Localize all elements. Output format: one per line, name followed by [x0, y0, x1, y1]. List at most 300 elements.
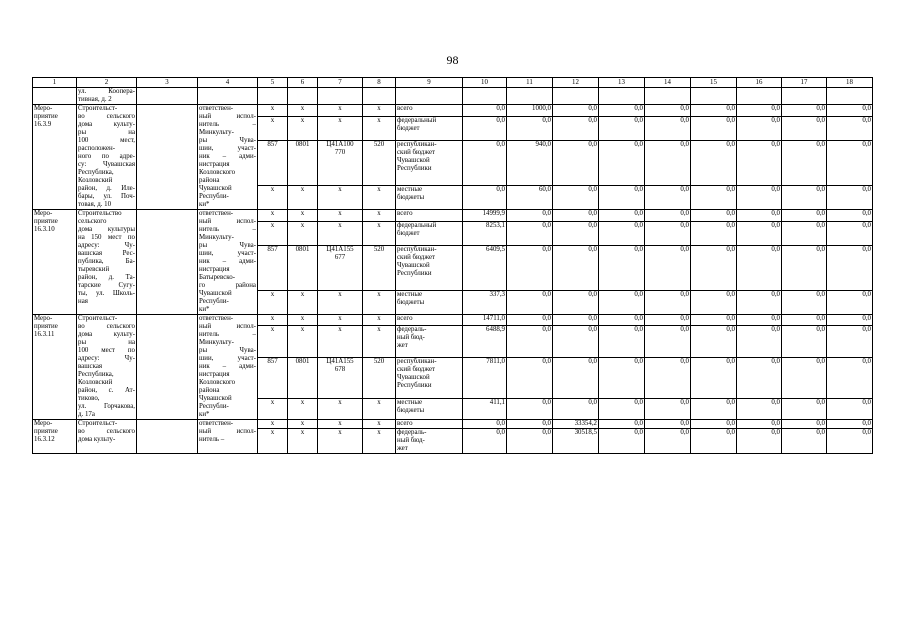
table-row: [33, 105, 873, 117]
amount-cell: 0,0: [599, 398, 645, 419]
table-body: [33, 78, 873, 454]
amount-cell: 0,0: [827, 210, 873, 222]
empty-cell: [318, 88, 363, 105]
event-description-line: адресу: Чу-: [78, 242, 135, 249]
amount-cell: 0,0: [553, 210, 599, 222]
responsible-executor: [198, 105, 258, 210]
table-row: [33, 315, 873, 326]
target-article-code-line: x: [338, 326, 342, 334]
amount-cell: 0,0: [645, 222, 691, 245]
event-description-line: ного по адре-: [78, 153, 135, 160]
funding-source-line: Республики: [397, 269, 432, 277]
responsible-executor-line: ки*: [199, 201, 210, 208]
expense-type-code: 520: [363, 245, 396, 291]
event-description-line: тивная, д. 2: [78, 96, 112, 103]
amount-cell: 0,0: [599, 291, 645, 315]
column-number: 4: [198, 78, 258, 88]
target-article-code-line: x: [338, 420, 342, 427]
expense-type-code: 520: [363, 357, 396, 398]
section-code: 0801: [288, 140, 318, 186]
amount-cell: 0,0: [599, 357, 645, 398]
responsible-executor-line: района: [199, 387, 220, 394]
amount-cell: 0,0: [599, 222, 645, 245]
amount-cell: 0,0: [553, 222, 599, 245]
funding-source-line: Республики: [397, 381, 432, 389]
event-description-line: адресу: Чу-: [78, 355, 135, 362]
amount-cell: 0,0: [507, 245, 553, 291]
amount-cell: 0,0: [645, 326, 691, 357]
funding-source-line: республикан-: [397, 140, 437, 148]
expense-type-code: 520: [363, 140, 396, 186]
amount-cell: 0,0: [463, 420, 507, 429]
funding-source-line: бюджет: [397, 125, 420, 133]
amount-cell: 0,0: [463, 117, 507, 140]
event-description-line: район, д. Та-: [78, 274, 135, 281]
funding-source-line: жет: [397, 342, 408, 350]
column-number: 1: [33, 78, 77, 88]
amount-cell: 940,0: [507, 140, 553, 186]
amount-cell: 0,0: [737, 222, 782, 245]
amount-cell: 0,0: [827, 326, 873, 357]
target-article-code-line: x: [338, 291, 342, 299]
funding-source-line: федераль-: [397, 326, 427, 334]
responsible-executor-line: Чувашской: [199, 185, 232, 192]
empty-cell: [782, 88, 827, 105]
empty-cell: [827, 88, 873, 105]
expense-type-code: x: [363, 420, 396, 429]
amount-cell: 0,0: [691, 429, 737, 454]
amount-cell: 0,0: [691, 291, 737, 315]
table-row: [33, 420, 873, 429]
amount-cell: 0,0: [553, 398, 599, 419]
funding-source: [396, 222, 463, 245]
responsible-executor-line: Республи-: [199, 298, 229, 305]
amount-cell: 0,0: [827, 398, 873, 419]
funding-source-line: ский бюджет: [397, 148, 436, 156]
funding-source: [396, 186, 463, 210]
expense-type-code: x: [363, 186, 396, 210]
expense-type-code: x: [363, 210, 396, 222]
funding-source-line: бюджеты: [397, 194, 425, 202]
responsible-executor-line: нистрация: [199, 266, 230, 273]
target-article-code-line: x: [338, 222, 342, 230]
event-description-line: Козловский: [78, 379, 113, 386]
column-number: 17: [782, 78, 827, 88]
amount-cell: 0,0: [463, 140, 507, 186]
section-code: x: [288, 429, 318, 454]
responsible-executor-line: го района: [199, 282, 256, 289]
expense-type-code: x: [363, 105, 396, 117]
empty-cell: [599, 88, 645, 105]
target-article-code: [318, 326, 363, 357]
responsible-executor-line: ник – адми-: [199, 363, 256, 370]
funding-source-line: республикан-: [397, 245, 437, 253]
event-number-line: Меро-: [34, 210, 53, 217]
target-article-code-line: x: [338, 186, 342, 194]
event-description-line: район, д. Иле-: [78, 185, 135, 192]
target-article-code-line: x: [338, 117, 342, 125]
responsible-executor-line: нистрация: [199, 371, 230, 378]
expense-type-code: x: [363, 291, 396, 315]
ministry-code: x: [258, 315, 288, 326]
event-description-line: публика, Ба-: [78, 258, 135, 265]
amount-cell: 14999,9: [463, 210, 507, 222]
amount-cell: 0,0: [645, 117, 691, 140]
event-description-line: вашская Рес-: [78, 250, 135, 257]
amount-cell: 0,0: [782, 186, 827, 210]
amount-cell: 0,0: [827, 105, 873, 117]
amount-cell: 0,0: [827, 357, 873, 398]
amount-cell: 0,0: [782, 140, 827, 186]
responsible-executor-line: Республи-: [199, 193, 229, 200]
column-number: 3: [137, 78, 198, 88]
amount-cell: 0,0: [645, 140, 691, 186]
event-description-line: во сельского: [78, 323, 135, 330]
amount-cell: 0,0: [691, 315, 737, 326]
event-number: [33, 210, 77, 315]
amount-cell: 1000,0: [507, 105, 553, 117]
empty-cell: [507, 88, 553, 105]
amount-cell: 0,0: [827, 117, 873, 140]
amount-cell: 0,0: [553, 186, 599, 210]
responsible-executor-line: ник – адми-: [199, 153, 256, 160]
funding-source-line: Чувашской: [397, 373, 430, 381]
event-number-line: 16.3.11: [34, 331, 55, 338]
responsible-executor: [198, 315, 258, 420]
responsible-executor-line: ответствен-: [199, 315, 234, 322]
amount-cell: 6488,9: [463, 326, 507, 357]
amount-cell: 0,0: [827, 186, 873, 210]
event-number-line: 16.3.10: [34, 226, 55, 233]
amount-cell: 0,0: [827, 315, 873, 326]
empty-cell: [553, 88, 599, 105]
funding-source-line: бюджеты: [397, 406, 425, 414]
target-article-code-line: x: [338, 429, 342, 436]
target-article-code: [318, 222, 363, 245]
amount-cell: 0,0: [691, 117, 737, 140]
amount-cell: 0,0: [782, 105, 827, 117]
column-number: 15: [691, 78, 737, 88]
amount-cell: 0,0: [645, 429, 691, 454]
amount-cell: 0,0: [737, 420, 782, 429]
amount-cell: 0,0: [782, 222, 827, 245]
amount-cell: 30518,5: [553, 429, 599, 454]
funding-source-line: бюджет: [397, 230, 420, 238]
funding-source-line: всего: [397, 105, 413, 112]
ministry-code: x: [258, 420, 288, 429]
responsible-executor: [198, 88, 258, 105]
section-code: x: [288, 398, 318, 419]
table-row: [33, 88, 873, 105]
target-article-code-line: 770: [334, 148, 346, 156]
funding-source-line: всего: [397, 315, 413, 322]
amount-cell: 0,0: [599, 326, 645, 357]
amount-cell: 0,0: [737, 245, 782, 291]
responsible-executor-line: нитель –: [199, 226, 256, 233]
target-article-code-line: x: [338, 105, 342, 112]
funding-source: [396, 326, 463, 357]
funding-source-line: ный бюд-: [397, 437, 425, 444]
ministry-code: 857: [258, 245, 288, 291]
amount-cell: 0,0: [827, 222, 873, 245]
page-number: 98: [446, 53, 459, 67]
amount-cell: 0,0: [507, 429, 553, 454]
amount-cell: 0,0: [691, 420, 737, 429]
funding-source-line: федеральный: [397, 222, 437, 230]
funding-source-line: местные: [397, 186, 423, 194]
ministry-code: 857: [258, 140, 288, 186]
amount-cell: 0,0: [827, 420, 873, 429]
ministry-code: x: [258, 291, 288, 315]
event-number-line: 16.3.12: [34, 436, 55, 443]
section-code: x: [288, 210, 318, 222]
event-description-line: тыревский: [78, 266, 110, 273]
event-number-line: 16.3.9: [34, 121, 52, 128]
amount-cell: 0,0: [645, 357, 691, 398]
empty-cell: [137, 315, 198, 420]
amount-cell: 0,0: [782, 210, 827, 222]
event-description-line: дома культу-: [78, 121, 135, 128]
amount-cell: 0,0: [737, 315, 782, 326]
target-article-code: [318, 315, 363, 326]
column-number: 6: [288, 78, 318, 88]
responsible-executor-line: ры Чува-: [199, 347, 256, 354]
responsible-executor-line: нистрация: [199, 161, 230, 168]
ministry-code: 857: [258, 357, 288, 398]
ministry-code: x: [258, 222, 288, 245]
expense-type-code: x: [363, 117, 396, 140]
funding-source: [396, 429, 463, 454]
amount-cell: 0,0: [599, 210, 645, 222]
event-description-line: 100 мест по: [78, 347, 135, 354]
event-number-line: приятие: [34, 428, 58, 435]
amount-cell: 0,0: [463, 186, 507, 210]
amount-cell: 0,0: [737, 357, 782, 398]
event-description-line: во сельского: [78, 428, 135, 435]
responsible-executor-line: Козловского: [199, 169, 236, 176]
event-number: [33, 420, 77, 454]
column-number: 14: [645, 78, 691, 88]
empty-cell: [137, 105, 198, 210]
amount-cell: 0,0: [737, 140, 782, 186]
amount-cell: 0,0: [691, 222, 737, 245]
amount-cell: 0,0: [553, 291, 599, 315]
amount-cell: 0,0: [737, 117, 782, 140]
amount-cell: 0,0: [827, 140, 873, 186]
funding-source-line: федераль-: [397, 429, 427, 436]
empty-cell: [137, 420, 198, 454]
amount-cell: 0,0: [599, 117, 645, 140]
amount-cell: 0,0: [737, 326, 782, 357]
responsible-executor-line: шии, участ-: [199, 355, 256, 362]
amount-cell: 0,0: [691, 210, 737, 222]
responsible-executor-line: ки*: [199, 306, 210, 313]
responsible-executor-line: шии, участ-: [199, 145, 256, 152]
event-description-line: Строительст-: [78, 315, 118, 322]
amount-cell: 337,3: [463, 291, 507, 315]
responsible-executor-line: нитель –: [199, 121, 256, 128]
responsible-executor-line: ник – адми-: [199, 258, 256, 265]
amount-cell: 0,0: [507, 326, 553, 357]
event-number: [33, 88, 77, 105]
event-description-line: ты, ул. Школь-: [78, 290, 135, 297]
amount-cell: 0,0: [691, 398, 737, 419]
empty-cell: [137, 88, 198, 105]
amount-cell: 0,0: [507, 117, 553, 140]
event-number: [33, 315, 77, 420]
event-description-line: сельского: [78, 218, 107, 225]
event-number-line: Меро-: [34, 315, 53, 322]
event-description-line: Строительст-: [78, 105, 118, 112]
responsible-executor-line: нитель –: [199, 436, 225, 443]
amount-cell: 0,0: [553, 326, 599, 357]
ministry-code: x: [258, 105, 288, 117]
column-number: 5: [258, 78, 288, 88]
amount-cell: 0,0: [645, 315, 691, 326]
section-code: x: [288, 315, 318, 326]
column-number: 9: [396, 78, 463, 88]
amount-cell: 0,0: [645, 398, 691, 419]
event-description-line: Козловский: [78, 177, 113, 184]
responsible-executor-line: ный испол-: [199, 113, 256, 120]
event-description-line: во сельского: [78, 113, 135, 120]
amount-cell: 0,0: [463, 429, 507, 454]
amount-cell: 0,0: [645, 210, 691, 222]
amount-cell: 0,0: [599, 245, 645, 291]
section-code: x: [288, 186, 318, 210]
event-description-line: тарские Сугу-: [78, 282, 135, 289]
amount-cell: 60,0: [507, 186, 553, 210]
table-row: [33, 210, 873, 222]
responsible-executor-line: Козловского: [199, 379, 236, 386]
ministry-code: x: [258, 210, 288, 222]
event-description: [77, 315, 137, 420]
target-article-code-line: x: [338, 210, 342, 217]
event-number-line: Меро-: [34, 105, 53, 112]
amount-cell: 33354,2: [553, 420, 599, 429]
section-code: x: [288, 117, 318, 140]
amount-cell: 6409,5: [463, 245, 507, 291]
amount-cell: 0,0: [507, 210, 553, 222]
amount-cell: 8253,1: [463, 222, 507, 245]
funding-source: [396, 315, 463, 326]
responsible-executor-line: Минкульту-: [199, 129, 234, 136]
section-code: x: [288, 420, 318, 429]
responsible-executor-line: Минкульту-: [199, 234, 234, 241]
event-description-line: тиково,: [78, 395, 100, 402]
amount-cell: 7811,0: [463, 357, 507, 398]
funding-source-line: Чувашской: [397, 156, 430, 164]
amount-cell: 0,0: [782, 315, 827, 326]
section-code: x: [288, 105, 318, 117]
event-description: [77, 88, 137, 105]
funding-source-line: жет: [397, 445, 408, 452]
event-description-line: ная: [78, 298, 88, 305]
event-description-line: 100 мест,: [78, 137, 135, 144]
ministry-code: x: [258, 398, 288, 419]
responsible-executor-line: ный испол-: [199, 323, 256, 330]
event-description-line: д. 17а: [78, 411, 95, 418]
event-number-line: приятие: [34, 218, 58, 225]
amount-cell: 0,0: [645, 291, 691, 315]
ministry-code: x: [258, 429, 288, 454]
funding-source-line: ный бюд-: [397, 334, 425, 342]
responsible-executor-line: нитель –: [199, 331, 256, 338]
amount-cell: 0,0: [507, 222, 553, 245]
funding-source-line: ский бюджет: [397, 365, 436, 373]
column-number: 10: [463, 78, 507, 88]
target-article-code: [318, 117, 363, 140]
event-description-line: дома культу-: [78, 331, 135, 338]
amount-cell: 0,0: [507, 420, 553, 429]
amount-cell: 0,0: [782, 420, 827, 429]
amount-cell: 0,0: [782, 291, 827, 315]
amount-cell: 0,0: [553, 357, 599, 398]
amount-cell: 0,0: [827, 291, 873, 315]
amount-cell: 0,0: [691, 326, 737, 357]
empty-cell: [288, 88, 318, 105]
empty-cell: [396, 88, 463, 105]
amount-cell: 0,0: [737, 429, 782, 454]
empty-cell: [645, 88, 691, 105]
empty-cell: [737, 88, 782, 105]
funding-source: [396, 140, 463, 186]
empty-cell: [363, 88, 396, 105]
ministry-code: x: [258, 326, 288, 357]
amount-cell: 0,0: [507, 357, 553, 398]
responsible-executor-line: ры Чува-: [199, 242, 256, 249]
amount-cell: 0,0: [645, 186, 691, 210]
funding-source-line: всего: [397, 420, 413, 427]
event-description-line: ул. Коопера-: [78, 88, 135, 95]
amount-cell: 0,0: [645, 105, 691, 117]
funding-source-line: Чувашской: [397, 261, 430, 269]
amount-cell: 0,0: [737, 210, 782, 222]
responsible-executor: [198, 210, 258, 315]
funding-source: [396, 105, 463, 117]
target-article-code: [318, 429, 363, 454]
event-description: [77, 210, 137, 315]
column-number: 8: [363, 78, 396, 88]
column-number: 16: [737, 78, 782, 88]
responsible-executor-line: ответствен-: [199, 105, 234, 112]
funding-source-line: республикан-: [397, 357, 437, 365]
event-number-line: приятие: [34, 323, 58, 330]
responsible-executor-line: Батыревско-: [199, 274, 235, 281]
event-description-line: на 150 мест по: [78, 234, 135, 241]
section-code: x: [288, 222, 318, 245]
amount-cell: 0,0: [827, 245, 873, 291]
event-description-line: Республика,: [78, 371, 114, 378]
event-description-line: дома культу-: [78, 436, 116, 443]
ministry-code: x: [258, 117, 288, 140]
target-article-code: [318, 291, 363, 315]
responsible-executor-line: Чувашской: [199, 290, 232, 297]
amount-cell: 14711,0: [463, 315, 507, 326]
event-description: [77, 420, 137, 454]
amount-cell: 0,0: [782, 245, 827, 291]
amount-cell: 0,0: [599, 420, 645, 429]
section-code: 0801: [288, 357, 318, 398]
amount-cell: 0,0: [691, 245, 737, 291]
responsible-executor-line: шии, участ-: [199, 250, 256, 257]
column-number: 11: [507, 78, 553, 88]
amount-cell: 0,0: [599, 140, 645, 186]
target-article-code: [318, 420, 363, 429]
event-description-line: вашская: [78, 363, 103, 370]
empty-cell: [463, 88, 507, 105]
ministry-code: x: [258, 186, 288, 210]
